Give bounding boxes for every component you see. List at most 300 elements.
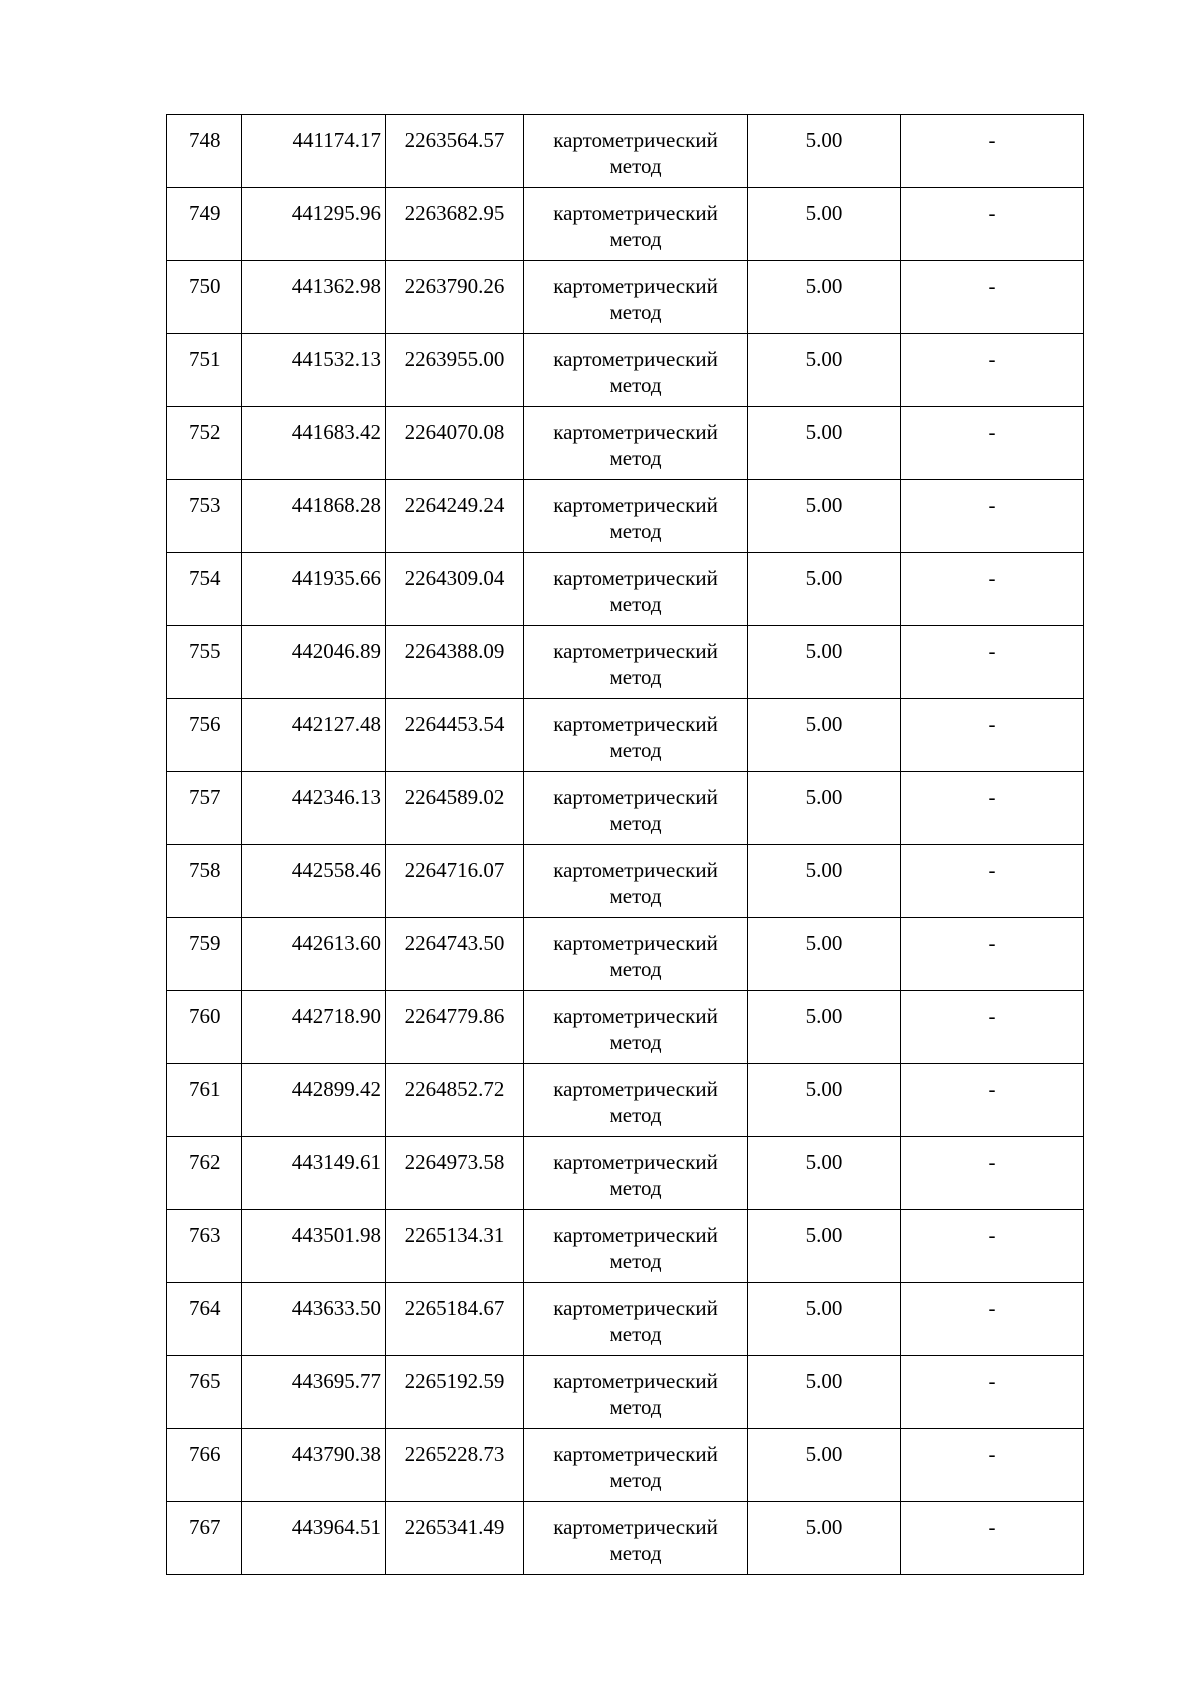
point-number-cell — [167, 1356, 242, 1429]
description-cell-content — [901, 918, 1083, 956]
x-coordinate-cell-text: 441362.98 — [291, 274, 381, 298]
table-row — [167, 261, 1084, 334]
description-cell-content — [901, 1502, 1083, 1540]
x-coordinate-cell — [242, 845, 386, 918]
method-cell — [524, 626, 748, 699]
y-coordinate-cell — [386, 553, 524, 626]
point-number-cell-content — [167, 115, 241, 153]
method-cell-text-line2: метод — [609, 227, 662, 251]
table-row — [167, 480, 1084, 553]
method-cell — [524, 553, 748, 626]
method-cell-content — [524, 845, 747, 909]
x-coordinate-cell-content — [242, 772, 385, 810]
point-number-cell — [167, 1137, 242, 1210]
point-number-cell — [167, 188, 242, 261]
method-cell-text-line1: картометрический — [553, 566, 718, 590]
point-number-cell-text: 761 — [189, 1077, 221, 1101]
method-cell-text-line1: картометрический — [553, 1223, 718, 1247]
table-row — [167, 626, 1084, 699]
y-coordinate-cell-text: 2263790.26 — [404, 274, 505, 298]
method-cell-text-line2: метод — [609, 1176, 662, 1200]
coordinates-table-body — [167, 115, 1084, 1575]
y-coordinate-cell-content — [386, 1137, 523, 1175]
point-number-cell-content — [167, 553, 241, 591]
x-coordinate-cell-content — [242, 1502, 385, 1540]
description-cell-text: - — [988, 639, 996, 663]
method-cell-content — [524, 699, 747, 763]
point-number-cell-content — [167, 1283, 241, 1321]
method-cell-content — [524, 115, 747, 179]
x-coordinate-cell — [242, 115, 386, 188]
accuracy-cell-content — [748, 188, 900, 226]
x-coordinate-cell-text: 443633.50 — [291, 1296, 381, 1320]
accuracy-cell — [748, 1429, 901, 1502]
x-coordinate-cell — [242, 188, 386, 261]
y-coordinate-cell-text: 2265192.59 — [404, 1369, 505, 1393]
y-coordinate-cell-text: 2264743.50 — [404, 931, 505, 955]
description-cell — [901, 626, 1084, 699]
description-cell-text: - — [988, 420, 996, 444]
y-coordinate-cell-text: 2265134.31 — [404, 1223, 505, 1247]
description-cell-text: - — [988, 1296, 996, 1320]
point-number-cell — [167, 1283, 242, 1356]
method-cell-text-line2: метод — [609, 1249, 662, 1273]
point-number-cell-content — [167, 626, 241, 664]
description-cell-content — [901, 1283, 1083, 1321]
method-cell-content — [524, 772, 747, 836]
x-coordinate-cell — [242, 626, 386, 699]
x-coordinate-cell-text: 442046.89 — [291, 639, 381, 663]
description-cell-content — [901, 188, 1083, 226]
point-number-cell-content — [167, 407, 241, 445]
method-cell-text-line1: картометрический — [553, 785, 718, 809]
x-coordinate-cell — [242, 699, 386, 772]
description-cell-content — [901, 407, 1083, 445]
description-cell-text: - — [988, 1515, 996, 1539]
method-cell-content — [524, 1502, 747, 1566]
description-cell-content — [901, 1429, 1083, 1467]
point-number-cell — [167, 918, 242, 991]
method-cell-text-line2: метод — [609, 446, 662, 470]
method-cell-text-line1: картометрический — [553, 712, 718, 736]
x-coordinate-cell — [242, 1429, 386, 1502]
method-cell — [524, 1283, 748, 1356]
description-cell-text: - — [988, 566, 996, 590]
x-coordinate-cell-content — [242, 845, 385, 883]
description-cell-content — [901, 1210, 1083, 1248]
accuracy-cell — [748, 991, 901, 1064]
method-cell — [524, 1502, 748, 1575]
method-cell-text-line1: картометрический — [553, 1077, 718, 1101]
x-coordinate-cell-text: 442613.60 — [291, 931, 381, 955]
description-cell — [901, 334, 1084, 407]
x-coordinate-cell-content — [242, 1064, 385, 1102]
x-coordinate-cell-text: 442346.13 — [291, 785, 381, 809]
point-number-cell-text: 756 — [189, 712, 221, 736]
y-coordinate-cell-content — [386, 772, 523, 810]
description-cell — [901, 699, 1084, 772]
method-cell-text-line1: картометрический — [553, 420, 718, 444]
point-number-cell-text: 758 — [189, 858, 221, 882]
method-cell-content — [524, 407, 747, 471]
x-coordinate-cell-content — [242, 261, 385, 299]
accuracy-cell-text: 5.00 — [805, 712, 843, 736]
method-cell-text-line2: метод — [609, 300, 662, 324]
method-cell-content — [524, 1064, 747, 1128]
description-cell-content — [901, 1356, 1083, 1394]
x-coordinate-cell — [242, 1356, 386, 1429]
accuracy-cell-content — [748, 918, 900, 956]
x-coordinate-cell-text: 442558.46 — [291, 858, 381, 882]
x-coordinate-cell-text: 443695.77 — [291, 1369, 381, 1393]
description-cell-content — [901, 1137, 1083, 1175]
x-coordinate-cell-text: 441935.66 — [291, 566, 381, 590]
point-number-cell-text: 749 — [189, 201, 221, 225]
point-number-cell-content — [167, 334, 241, 372]
method-cell-text-line2: метод — [609, 1030, 662, 1054]
accuracy-cell — [748, 407, 901, 480]
point-number-cell-text: 767 — [189, 1515, 221, 1539]
method-cell — [524, 772, 748, 845]
y-coordinate-cell-text: 2263564.57 — [404, 128, 505, 152]
accuracy-cell-content — [748, 772, 900, 810]
x-coordinate-cell-content — [242, 407, 385, 445]
point-number-cell-content — [167, 1137, 241, 1175]
y-coordinate-cell-content — [386, 480, 523, 518]
y-coordinate-cell-text: 2265228.73 — [404, 1442, 505, 1466]
accuracy-cell-content — [748, 480, 900, 518]
description-cell — [901, 407, 1084, 480]
description-cell-content — [901, 772, 1083, 810]
description-cell-content — [901, 261, 1083, 299]
description-cell — [901, 1137, 1084, 1210]
y-coordinate-cell-text: 2265184.67 — [404, 1296, 505, 1320]
table-row — [167, 699, 1084, 772]
y-coordinate-cell-content — [386, 845, 523, 883]
y-coordinate-cell-text: 2264716.07 — [404, 858, 505, 882]
table-row — [167, 1283, 1084, 1356]
point-number-cell — [167, 553, 242, 626]
method-cell-text-line2: метод — [609, 884, 662, 908]
accuracy-cell — [748, 699, 901, 772]
accuracy-cell-content — [748, 261, 900, 299]
x-coordinate-cell — [242, 1210, 386, 1283]
x-coordinate-cell-content — [242, 699, 385, 737]
accuracy-cell-content — [748, 699, 900, 737]
x-coordinate-cell-text: 443790.38 — [291, 1442, 381, 1466]
x-coordinate-cell-content — [242, 991, 385, 1029]
description-cell-text: - — [988, 1442, 996, 1466]
table-row — [167, 1137, 1084, 1210]
accuracy-cell-content — [748, 553, 900, 591]
method-cell — [524, 334, 748, 407]
y-coordinate-cell — [386, 1064, 524, 1137]
method-cell-text-line2: метод — [609, 665, 662, 689]
description-cell-content — [901, 553, 1083, 591]
method-cell-content — [524, 1356, 747, 1420]
method-cell-text-line1: картометрический — [553, 931, 718, 955]
point-number-cell-content — [167, 1429, 241, 1467]
description-cell-text: - — [988, 931, 996, 955]
accuracy-cell-content — [748, 1502, 900, 1540]
method-cell — [524, 918, 748, 991]
method-cell — [524, 991, 748, 1064]
point-number-cell — [167, 1064, 242, 1137]
method-cell-content — [524, 991, 747, 1055]
point-number-cell-text: 755 — [189, 639, 221, 663]
x-coordinate-cell-content — [242, 1283, 385, 1321]
table-row — [167, 772, 1084, 845]
y-coordinate-cell — [386, 626, 524, 699]
y-coordinate-cell-content — [386, 334, 523, 372]
y-coordinate-cell — [386, 1210, 524, 1283]
y-coordinate-cell-text: 2264388.09 — [404, 639, 505, 663]
accuracy-cell-text: 5.00 — [805, 1004, 843, 1028]
method-cell-text-line1: картометрический — [553, 128, 718, 152]
accuracy-cell — [748, 480, 901, 553]
description-cell-content — [901, 991, 1083, 1029]
point-number-cell-content — [167, 1502, 241, 1540]
description-cell — [901, 845, 1084, 918]
point-number-cell — [167, 772, 242, 845]
x-coordinate-cell-text: 443501.98 — [291, 1223, 381, 1247]
accuracy-cell — [748, 1356, 901, 1429]
accuracy-cell-text: 5.00 — [805, 1442, 843, 1466]
accuracy-cell-text: 5.00 — [805, 1223, 843, 1247]
method-cell — [524, 1210, 748, 1283]
accuracy-cell-text: 5.00 — [805, 785, 843, 809]
accuracy-cell-text: 5.00 — [805, 639, 843, 663]
method-cell — [524, 480, 748, 553]
table-row — [167, 991, 1084, 1064]
y-coordinate-cell — [386, 845, 524, 918]
description-cell-text: - — [988, 1223, 996, 1247]
y-coordinate-cell-text: 2263682.95 — [404, 201, 505, 225]
y-coordinate-cell-content — [386, 1356, 523, 1394]
y-coordinate-cell-text: 2264249.24 — [404, 493, 505, 517]
description-cell-text: - — [988, 858, 996, 882]
method-cell-text-line2: метод — [609, 592, 662, 616]
y-coordinate-cell-content — [386, 261, 523, 299]
point-number-cell-content — [167, 699, 241, 737]
point-number-cell-text: 752 — [189, 420, 221, 444]
point-number-cell-text: 757 — [189, 785, 221, 809]
y-coordinate-cell-text: 2264589.02 — [404, 785, 505, 809]
description-cell-content — [901, 845, 1083, 883]
x-coordinate-cell — [242, 334, 386, 407]
description-cell — [901, 1210, 1084, 1283]
point-number-cell-text: 759 — [189, 931, 221, 955]
point-number-cell-text: 748 — [189, 128, 221, 152]
accuracy-cell-content — [748, 845, 900, 883]
method-cell-text-line1: картометрический — [553, 493, 718, 517]
x-coordinate-cell-content — [242, 626, 385, 664]
y-coordinate-cell — [386, 407, 524, 480]
description-cell — [901, 1283, 1084, 1356]
description-cell-text: - — [988, 493, 996, 517]
accuracy-cell-content — [748, 991, 900, 1029]
point-number-cell-content — [167, 845, 241, 883]
method-cell — [524, 1356, 748, 1429]
x-coordinate-cell — [242, 1283, 386, 1356]
x-coordinate-cell — [242, 991, 386, 1064]
method-cell-text-line1: картометрический — [553, 347, 718, 371]
y-coordinate-cell-content — [386, 188, 523, 226]
y-coordinate-cell-content — [386, 115, 523, 153]
x-coordinate-cell-text: 441295.96 — [291, 201, 381, 225]
accuracy-cell-text: 5.00 — [805, 128, 843, 152]
method-cell-content — [524, 188, 747, 252]
description-cell-content — [901, 1064, 1083, 1102]
accuracy-cell-text: 5.00 — [805, 1077, 843, 1101]
method-cell-content — [524, 480, 747, 544]
y-coordinate-cell-text: 2265341.49 — [404, 1515, 505, 1539]
x-coordinate-cell-text: 441174.17 — [292, 128, 381, 152]
x-coordinate-cell-text: 442127.48 — [291, 712, 381, 736]
x-coordinate-cell-text: 441683.42 — [291, 420, 381, 444]
description-cell-text: - — [988, 785, 996, 809]
method-cell — [524, 1137, 748, 1210]
accuracy-cell-content — [748, 407, 900, 445]
description-cell — [901, 918, 1084, 991]
x-coordinate-cell-content — [242, 1210, 385, 1248]
accuracy-cell-content — [748, 1429, 900, 1467]
method-cell-text-line2: метод — [609, 1468, 662, 1492]
method-cell-text-line2: метод — [609, 1541, 662, 1565]
x-coordinate-cell — [242, 553, 386, 626]
method-cell-text-line2: метод — [609, 1395, 662, 1419]
description-cell — [901, 480, 1084, 553]
description-cell — [901, 188, 1084, 261]
method-cell-text-line2: метод — [609, 811, 662, 835]
coordinates-table — [166, 114, 1084, 1575]
x-coordinate-cell — [242, 1502, 386, 1575]
method-cell-text-line2: метод — [609, 738, 662, 762]
accuracy-cell — [748, 188, 901, 261]
accuracy-cell-text: 5.00 — [805, 1296, 843, 1320]
table-row — [167, 1356, 1084, 1429]
x-coordinate-cell-content — [242, 918, 385, 956]
method-cell-content — [524, 261, 747, 325]
x-coordinate-cell-content — [242, 480, 385, 518]
y-coordinate-cell-text: 2264070.08 — [404, 420, 505, 444]
accuracy-cell — [748, 772, 901, 845]
point-number-cell-content — [167, 918, 241, 956]
method-cell — [524, 115, 748, 188]
y-coordinate-cell-content — [386, 918, 523, 956]
x-coordinate-cell — [242, 261, 386, 334]
description-cell — [901, 991, 1084, 1064]
accuracy-cell-content — [748, 115, 900, 153]
y-coordinate-cell-text: 2264779.86 — [404, 1004, 505, 1028]
method-cell-text-line2: метод — [609, 154, 662, 178]
method-cell-text-line2: метод — [609, 519, 662, 543]
point-number-cell-text: 765 — [189, 1369, 221, 1393]
point-number-cell-text: 766 — [189, 1442, 221, 1466]
method-cell-text-line2: метод — [609, 373, 662, 397]
point-number-cell-content — [167, 188, 241, 226]
accuracy-cell-text: 5.00 — [805, 493, 843, 517]
y-coordinate-cell — [386, 334, 524, 407]
table-row — [167, 1502, 1084, 1575]
point-number-cell-content — [167, 480, 241, 518]
accuracy-cell — [748, 1283, 901, 1356]
point-number-cell-content — [167, 1356, 241, 1394]
method-cell-text-line1: картометрический — [553, 858, 718, 882]
point-number-cell — [167, 480, 242, 553]
method-cell-text-line1: картометрический — [553, 1442, 718, 1466]
y-coordinate-cell-text: 2264453.54 — [404, 712, 505, 736]
method-cell — [524, 699, 748, 772]
description-cell-content — [901, 626, 1083, 664]
x-coordinate-cell-content — [242, 1356, 385, 1394]
point-number-cell-text: 754 — [189, 566, 221, 590]
accuracy-cell-content — [748, 1137, 900, 1175]
point-number-cell — [167, 991, 242, 1064]
point-number-cell-text: 762 — [189, 1150, 221, 1174]
table-row — [167, 188, 1084, 261]
y-coordinate-cell — [386, 699, 524, 772]
y-coordinate-cell — [386, 772, 524, 845]
method-cell-text-line2: метод — [609, 957, 662, 981]
accuracy-cell — [748, 1502, 901, 1575]
accuracy-cell-content — [748, 1283, 900, 1321]
x-coordinate-cell-text: 442899.42 — [291, 1077, 381, 1101]
description-cell-content — [901, 334, 1083, 372]
table-row — [167, 1210, 1084, 1283]
point-number-cell — [167, 1429, 242, 1502]
method-cell — [524, 188, 748, 261]
accuracy-cell-text: 5.00 — [805, 1150, 843, 1174]
accuracy-cell-text: 5.00 — [805, 347, 843, 371]
description-cell-content — [901, 699, 1083, 737]
y-coordinate-cell-text: 2264973.58 — [404, 1150, 505, 1174]
y-coordinate-cell — [386, 1356, 524, 1429]
y-coordinate-cell-content — [386, 1064, 523, 1102]
point-number-cell — [167, 1502, 242, 1575]
description-cell — [901, 1429, 1084, 1502]
point-number-cell — [167, 1210, 242, 1283]
y-coordinate-cell — [386, 1283, 524, 1356]
x-coordinate-cell — [242, 1064, 386, 1137]
method-cell-content — [524, 1283, 747, 1347]
description-cell-text: - — [988, 1150, 996, 1174]
point-number-cell-text: 764 — [189, 1296, 221, 1320]
table-row — [167, 115, 1084, 188]
description-cell-content — [901, 480, 1083, 518]
method-cell-content — [524, 1210, 747, 1274]
x-coordinate-cell — [242, 918, 386, 991]
method-cell-text-line1: картометрический — [553, 1296, 718, 1320]
point-number-cell — [167, 699, 242, 772]
table-row — [167, 1429, 1084, 1502]
x-coordinate-cell — [242, 1137, 386, 1210]
y-coordinate-cell — [386, 1137, 524, 1210]
y-coordinate-cell — [386, 991, 524, 1064]
table-row — [167, 918, 1084, 991]
accuracy-cell-text: 5.00 — [805, 274, 843, 298]
description-cell-content — [901, 115, 1083, 153]
accuracy-cell — [748, 115, 901, 188]
accuracy-cell — [748, 1210, 901, 1283]
method-cell-text-line1: картометрический — [553, 201, 718, 225]
table-row — [167, 407, 1084, 480]
point-number-cell-text: 751 — [189, 347, 221, 371]
y-coordinate-cell — [386, 261, 524, 334]
x-coordinate-cell-text: 441532.13 — [291, 347, 381, 371]
accuracy-cell-text: 5.00 — [805, 931, 843, 955]
point-number-cell-content — [167, 1064, 241, 1102]
